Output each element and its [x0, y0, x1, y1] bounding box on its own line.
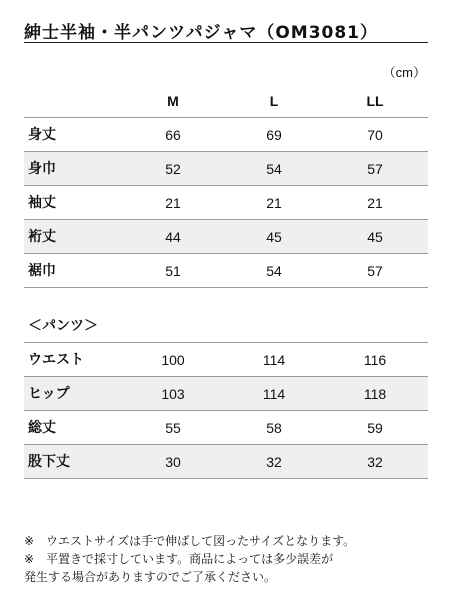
- table-row: [24, 411, 428, 445]
- cell-value: 118: [363, 386, 387, 402]
- cell-value: 114: [262, 352, 286, 368]
- cell-value: 58: [266, 420, 282, 436]
- cell-value: 32: [367, 454, 383, 470]
- table-row: [24, 343, 428, 377]
- cell-value: 21: [266, 195, 282, 211]
- table-row: [24, 118, 428, 152]
- table-row: [24, 220, 428, 254]
- row-label: ウエスト: [28, 352, 84, 368]
- size-header-row: [24, 84, 428, 118]
- unit-label: （cm）: [382, 65, 426, 80]
- cell-value: 45: [266, 229, 282, 245]
- cell-value: 54: [266, 263, 282, 279]
- cell-value: 54: [266, 161, 282, 177]
- page-title: 紳士半袖・半パンツパジャマ（OM3081）: [24, 23, 379, 43]
- cell-value: 52: [165, 161, 181, 177]
- cell-value: 114: [262, 386, 286, 402]
- table-row: [24, 152, 428, 186]
- table-row: [24, 377, 428, 411]
- cell-value: 103: [161, 386, 185, 402]
- row-label: 袖丈: [28, 195, 56, 211]
- cell-value: 116: [363, 352, 387, 368]
- cell-value: 59: [367, 420, 383, 436]
- size-header-m: M: [167, 93, 179, 109]
- cell-value: 44: [165, 229, 181, 245]
- pants-section-header: [24, 309, 428, 343]
- cell-value: 21: [367, 195, 383, 211]
- cell-value: 70: [367, 127, 383, 143]
- note-line: ※ ウエストサイズは手で伸ばして図ったサイズとなります。: [24, 534, 356, 548]
- row-label: 裾巾: [28, 263, 56, 279]
- row-label: 裄丈: [28, 229, 56, 245]
- cell-value: 45: [367, 229, 383, 245]
- table-row: [24, 254, 428, 288]
- row-label: 総丈: [28, 420, 56, 436]
- cell-value: 21: [165, 195, 181, 211]
- row-label: 股下丈: [28, 454, 70, 470]
- table-row: [24, 186, 428, 220]
- cell-value: 57: [367, 161, 383, 177]
- cell-value: 100: [161, 352, 185, 368]
- cell-value: 32: [266, 454, 282, 470]
- title-divider: [24, 42, 428, 43]
- notes-block: [24, 532, 434, 586]
- cell-value: 57: [367, 263, 383, 279]
- row-label: 身丈: [28, 127, 56, 143]
- section-title: ＜パンツ＞: [28, 318, 98, 334]
- cell-value: 55: [165, 420, 181, 436]
- cell-value: 30: [165, 454, 181, 470]
- size-header-ll: LL: [366, 93, 384, 109]
- row-label: 身巾: [28, 161, 56, 177]
- cell-value: 66: [165, 127, 181, 143]
- cell-value: 69: [266, 127, 282, 143]
- size-header-l: L: [269, 93, 279, 109]
- table-row: [24, 445, 428, 479]
- cell-value: 51: [165, 263, 181, 279]
- note-line: ※ 平置きで採寸しています。商品によっては多少誤差が: [24, 552, 334, 566]
- note-line: 発生する場合がありますのでご了承ください。: [24, 570, 277, 584]
- row-label: ヒップ: [28, 386, 70, 402]
